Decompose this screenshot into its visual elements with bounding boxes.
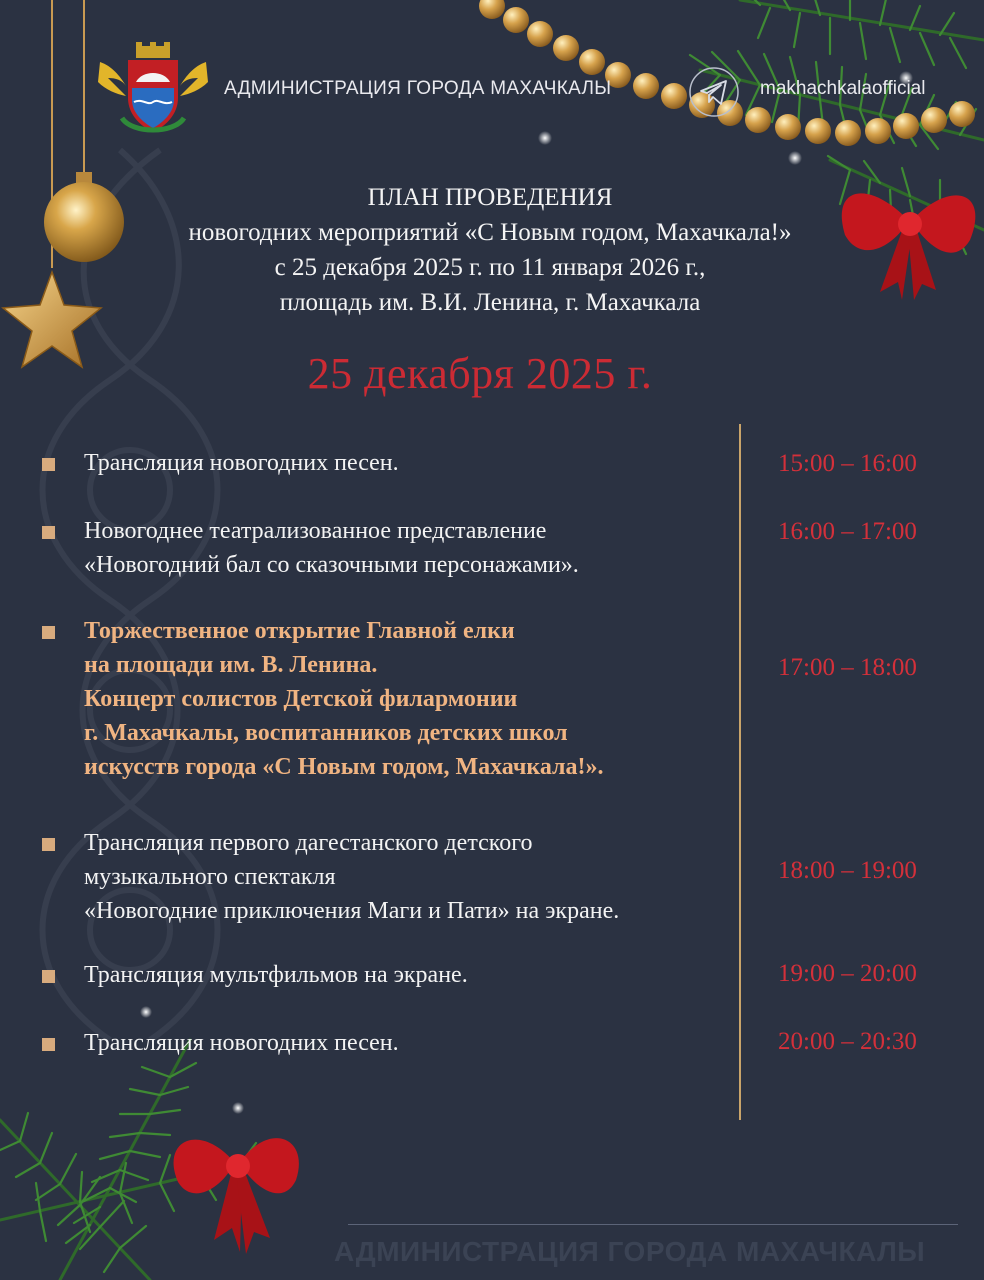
city-emblem bbox=[92, 42, 214, 136]
red-bow-bottom bbox=[174, 1138, 299, 1254]
title-line: ПЛАН ПРОВЕДЕНИЯ bbox=[367, 184, 613, 211]
event-time: 19:00 – 20:00 bbox=[778, 960, 917, 987]
telegram-icon[interactable] bbox=[688, 66, 740, 118]
footer-divider bbox=[348, 1224, 958, 1225]
title-line: новогодних мероприятий «С Новым годом, Махачкала!» bbox=[188, 219, 792, 246]
event-text: Новогоднее театрализованное представление «Новогодний бал со сказочными персонажами». bbox=[84, 518, 579, 578]
title-line: площадь им. В.И. Ленина, г. Махачкала bbox=[279, 289, 701, 316]
event-text: Торжественное открытие Главной елки на площади им. В. Ленина. Концерт солистов Детской филармонии г. Махачкалы, воспитанников детских школ искусств города «С Новым годом, Махачкала!». bbox=[84, 618, 604, 780]
event-text: Трансляция мультфильмов на экране. bbox=[84, 962, 468, 988]
column-divider bbox=[739, 424, 741, 1120]
gold-bauble bbox=[44, 182, 124, 262]
page-title bbox=[120, 180, 860, 320]
bullet-icon bbox=[42, 838, 55, 851]
event-text: Трансляция первого дагестанского детского музыкального спектакля «Новогодние приключения Маги и Пати» на экране. bbox=[84, 830, 620, 924]
footer-organization: АДМИНИСТРАЦИЯ ГОРОДА МАХАЧКАЛЫ bbox=[334, 1236, 926, 1267]
event-time: 18:00 – 19:00 bbox=[778, 857, 917, 884]
red-bow-top bbox=[842, 193, 976, 300]
bullet-icon bbox=[42, 970, 55, 983]
bullet-icon bbox=[42, 626, 55, 639]
event-time: 17:00 – 18:00 bbox=[778, 654, 917, 681]
date-heading: 25 декабря 2025 г. bbox=[307, 349, 653, 398]
organization-name: АДМИНИСТРАЦИЯ ГОРОДА МАХАЧКАЛЫ bbox=[224, 78, 612, 99]
event-time: 16:00 – 17:00 bbox=[778, 518, 917, 545]
title-line: с 25 декабря 2025 г. по 11 января 2026 г., bbox=[274, 254, 706, 281]
event-text: Трансляция новогодних песен. bbox=[84, 450, 399, 476]
event-time: 15:00 – 16:00 bbox=[778, 450, 917, 477]
bullet-icon bbox=[42, 458, 55, 471]
event-time: 20:00 – 20:30 bbox=[778, 1028, 917, 1055]
event-text: Трансляция новогодних песен. bbox=[84, 1030, 399, 1056]
telegram-handle[interactable]: makhachkalaofficial bbox=[760, 78, 926, 99]
bullet-icon bbox=[42, 526, 55, 539]
bullet-icon bbox=[42, 1038, 55, 1051]
